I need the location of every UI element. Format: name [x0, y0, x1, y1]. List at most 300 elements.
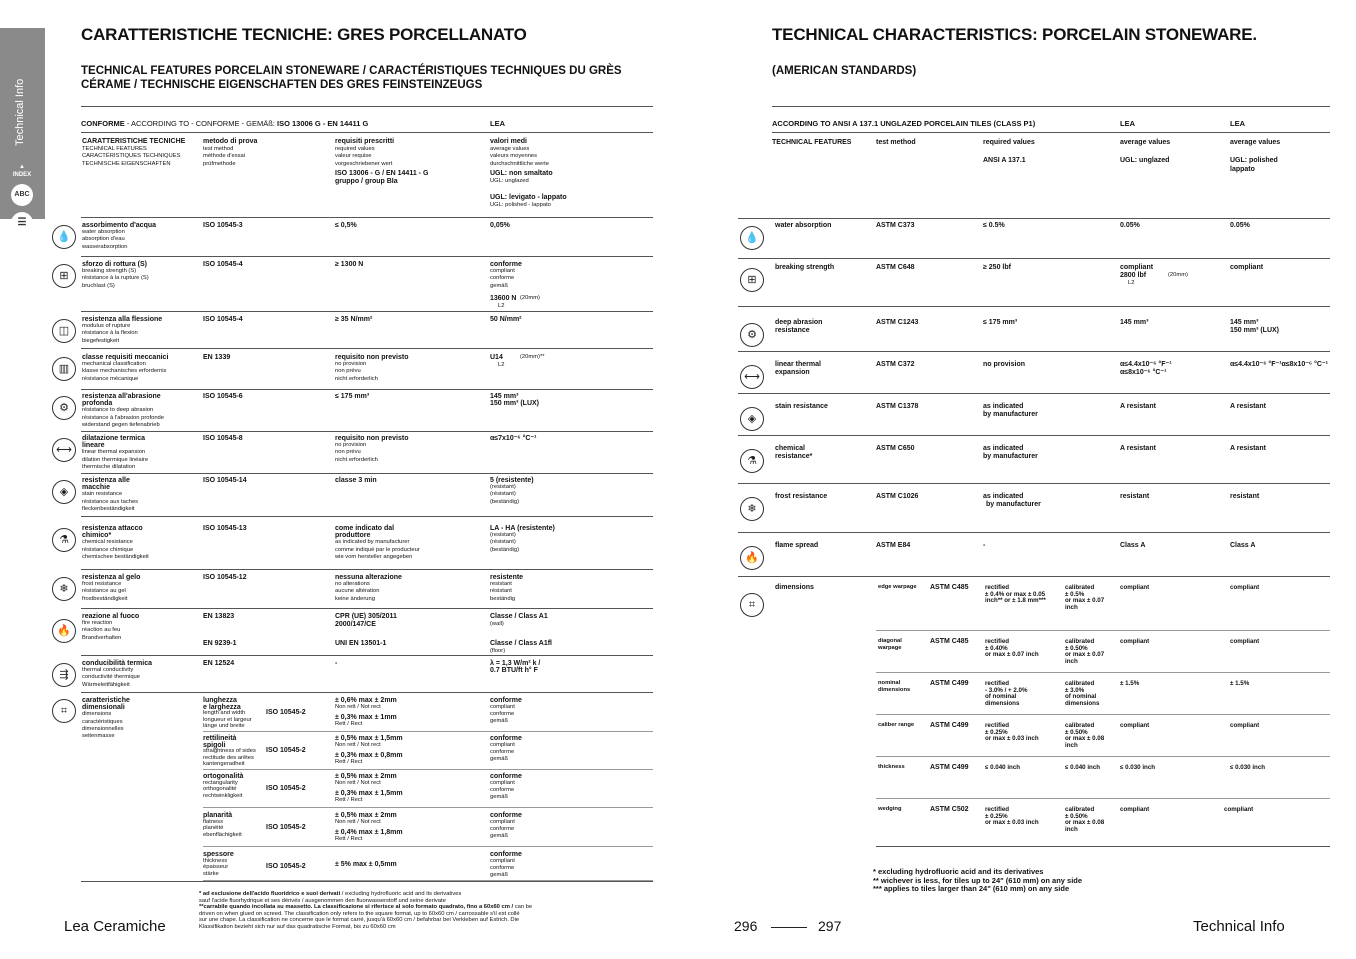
table-cell: UGL: non smaltato [490, 170, 553, 177]
row-divider [738, 532, 1330, 533]
table-cell: compliant [1230, 638, 1260, 645]
row-divider [81, 569, 653, 570]
table-cell: by manufacturer [986, 501, 1041, 508]
table-cell: come indicato dal [335, 525, 395, 532]
table-cell: chemical [775, 445, 805, 452]
table-cell: Classe / Class A1 [490, 613, 548, 620]
table-cell: linear thermal expansion [82, 449, 146, 456]
row-divider [81, 389, 653, 390]
table-cell: macchie [82, 484, 111, 492]
table-cell: non prévu [335, 449, 361, 456]
table-cell: compliant [490, 704, 515, 710]
table-cell: ± 1.5% [1230, 680, 1250, 687]
index-link[interactable]: ▲ INDEX [12, 164, 32, 178]
table-cell: (beständig) [490, 498, 520, 505]
table-cell: stain resistance [775, 403, 828, 410]
table-cell: chemischee beständigkeit [82, 553, 149, 560]
table-cell: dimensionali [82, 704, 125, 712]
table-cell: chemical resistance [82, 539, 133, 546]
table-cell: ASTM C499 [930, 722, 969, 729]
table-cell: chimico* [82, 532, 112, 540]
table-cell: ASTM C499 [930, 680, 969, 687]
table-cell: compliant [1230, 722, 1260, 729]
table-cell: UGL: unglazed [1120, 157, 1170, 164]
table-cell: frost resistance [775, 493, 828, 500]
row-divider [738, 576, 1330, 577]
table-cell: inch** or ± 1.8 mm*** [985, 597, 1046, 605]
table-cell: ± 0,3% max ± 0,8mm [335, 752, 403, 759]
footnote: sur une chape. La classification ne concerne que le format carré, jusqu'à 60x60 cm / befahrbar bei Verkleben auf Estrich. Die [199, 917, 520, 923]
table-cell: EN 9239-1 [203, 640, 237, 647]
table-cell: as indicated [983, 403, 1024, 410]
table-cell: wie vom hersteller angegeben [335, 553, 413, 560]
table-cell: Wärmeleitfähigkeit [82, 681, 130, 688]
table-cell: ± 0.40% [985, 644, 1008, 652]
table-cell: valori medi [490, 138, 527, 145]
table-cell: classe requisiti meccanici [82, 354, 169, 361]
footnote: driven on when glued on screed. The classification only refers to the square format, up to 60x60 cm / carrossable s'il est collé [199, 910, 520, 917]
table-cell: ≥ 1300 N [335, 261, 364, 268]
table-cell: metodo di prova [203, 138, 258, 145]
dimensions-icon: ⌗ [52, 699, 76, 723]
table-cell: (20mm) [520, 295, 540, 301]
table-cell: straightness of sides [203, 748, 256, 754]
table-cell: flatness [203, 818, 223, 825]
table-cell: calibrated [1065, 680, 1095, 687]
table-cell: 150 mm³ (LUX) [1230, 327, 1280, 334]
table-cell: vorgeschriebener wert [335, 161, 393, 168]
table-cell: ASTM C485 [930, 638, 969, 645]
row-divider [203, 846, 653, 847]
divider [772, 106, 1330, 107]
table-cell: L2 [498, 362, 505, 368]
table-cell: résistance à l'abrasion profonde [82, 414, 164, 421]
row-divider [876, 846, 1330, 847]
table-cell: ASTM C1378 [876, 403, 919, 410]
table-cell: gemäß [490, 282, 509, 289]
table-cell: ≤ 175 mm³ [983, 319, 1018, 326]
table-cell: resistance* [775, 453, 813, 460]
table-cell: no provision [983, 361, 1025, 368]
table-cell: dimensions [82, 711, 112, 718]
row-divider [81, 608, 653, 609]
table-cell: L2 [498, 303, 505, 309]
table-cell: ASTM C502 [930, 806, 969, 813]
table-cell: nicht erforderlich [335, 456, 378, 463]
lea-header: LEA [1230, 119, 1245, 128]
table-cell: TECHNISCHE EIGENSCHAFTEN [82, 161, 171, 168]
table-cell: calibrated [1065, 806, 1095, 813]
table-cell: dimensions [1065, 699, 1100, 707]
abc-index-button[interactable]: ABC [11, 184, 33, 206]
table-cell: rettilineità [203, 735, 237, 742]
divider [772, 132, 1330, 133]
table-cell: ortogonalità [203, 773, 244, 780]
table-cell: spigoli [203, 741, 226, 749]
table-cell: keine änderung [335, 595, 375, 602]
row-divider [81, 431, 653, 432]
row-divider [738, 218, 1330, 219]
table-cell: fleckenbeständigkeit [82, 505, 135, 512]
table-cell: ± 0.25% [985, 812, 1008, 820]
table-cell: fire reaction [82, 620, 113, 627]
table-cell: wasserabsorption [82, 243, 128, 250]
table-cell: resistenza al gelo [82, 574, 141, 581]
table-cell: profonda [82, 400, 113, 408]
table-cell: LA - HA (resistente) [490, 525, 555, 532]
table-cell: ASTM C485 [930, 584, 969, 591]
table-cell: dilatazione termica [82, 435, 146, 442]
table-cell: conforme [490, 812, 522, 819]
table-cell: EN 1339 [203, 354, 231, 361]
thermal-expansion-icon: ⟷ [740, 365, 764, 389]
table-cell: (résistant) [490, 539, 516, 546]
table-cell: (20mm)** [520, 354, 545, 360]
water-drop-icon: 💧 [740, 226, 764, 250]
row-divider [203, 731, 653, 732]
table-cell: - [335, 660, 338, 667]
table-cell: resistant [490, 581, 512, 588]
abrasion-icon: ⚙ [52, 396, 76, 420]
table-cell: résistant [490, 588, 512, 595]
table-cell: ASTM C372 [876, 361, 915, 368]
table-cell: ISO 10545-3 [203, 222, 243, 229]
table-cell: ASTM C648 [876, 264, 915, 271]
table-cell: no provision [335, 442, 367, 449]
table-cell: 0.05% [1230, 222, 1250, 229]
table-cell: conductivité thermique [82, 674, 141, 681]
chemical-icon: ⚗ [52, 528, 76, 552]
table-cell: breaking strength (S) [82, 268, 137, 275]
table-cell: rectitude des arêtes [203, 754, 254, 761]
table-cell: (wall) [490, 621, 504, 627]
abrasion-icon: ⚙ [740, 323, 764, 347]
table-cell: inch [1065, 657, 1078, 665]
table-cell: ISO 10545-13 [203, 525, 247, 532]
table-cell: A resistant [1120, 445, 1156, 452]
table-cell: α≤7x10⁻⁶ °C⁻¹ [490, 435, 537, 442]
table-cell: Non rett / Not rect [335, 704, 381, 710]
table-cell: compliant [1230, 584, 1260, 591]
row-divider [81, 655, 653, 656]
table-cell: 13600 N [490, 295, 517, 302]
table-cell: compliant [490, 858, 515, 864]
table-cell: compliant [1120, 264, 1154, 271]
table-cell: prüfmethode [203, 161, 236, 168]
table-cell: Class A [1230, 542, 1256, 549]
table-cell: Rett / Rect [335, 797, 363, 803]
table-cell: Rett / Rect [335, 836, 363, 842]
table-cell: 2800 lbf [1120, 272, 1147, 279]
table-cell: ≥ 35 N/mm² [335, 316, 373, 323]
table-cell: non prévu [335, 368, 361, 375]
table-cell: résistance à la flexion [82, 330, 138, 337]
table-cell: ± 0,3% max ± 1,5mm [335, 790, 403, 797]
water-drop-icon: 💧 [52, 225, 76, 249]
table-cell: ± 0,6% max ± 2mm [335, 697, 397, 704]
weight-icon: ⊞ [740, 268, 764, 292]
table-cell: α≤4.4x10⁻⁶ °F⁻¹α≤8x10⁻⁶ °C⁻¹ [1230, 361, 1328, 368]
table-cell: aucune altération [335, 588, 380, 595]
table-cell: (résistant) [490, 491, 516, 498]
table-cell: kantengeradheit [203, 761, 245, 767]
divider [81, 106, 653, 107]
table-cell: résistance chimique [82, 546, 134, 553]
table-cell: calibrated [1065, 722, 1095, 729]
table-cell: - [983, 542, 986, 549]
table-cell: reazione al fuoco [82, 613, 140, 620]
table-cell: rechtwinkligkeit [203, 792, 243, 799]
brand-footer: Lea Ceramiche [64, 918, 166, 935]
table-cell: requisito non previsto [335, 435, 409, 442]
table-cell: ASTM C373 [876, 222, 915, 229]
table-cell: A resistant [1230, 403, 1266, 410]
table-cell: conforme [490, 749, 515, 755]
table-cell: ≤ 0,5% [335, 222, 357, 229]
table-cell: resistenza alle [82, 477, 130, 484]
table-cell: ± 0.50% [1065, 644, 1088, 652]
table-cell: 0,05% [490, 222, 510, 229]
table-cell: resistenza attacco [82, 525, 143, 532]
table-cell: widerstand gegen tiefenabrieb [82, 421, 160, 428]
table-cell: valeurs moyennes [490, 153, 538, 160]
table-cell: résistance à la rupture (S) [82, 275, 149, 282]
table-cell: conforme [490, 773, 522, 780]
table-cell: ISO 10545-2 [266, 747, 306, 754]
table-cell: ASTM C650 [876, 445, 915, 452]
table-cell: résistance aux taches [82, 498, 139, 505]
table-cell: conforme [490, 697, 522, 704]
table-cell: spessore [203, 851, 234, 858]
table-cell: lunghezza [203, 697, 237, 704]
table-cell: valeur requise [335, 153, 372, 160]
right-subtitle: (AMERICAN STANDARDS) [772, 65, 917, 77]
row-divider [876, 798, 1330, 799]
table-cell: or max ± 0.07 [1065, 597, 1105, 605]
table-cell: beständig [490, 595, 516, 602]
table-cell: gemäß [490, 872, 509, 878]
table-cell: ISO 10545-12 [203, 574, 247, 581]
table-cell: TECHNICAL FEATURES [82, 145, 147, 152]
table-cell: water absorption [82, 229, 125, 236]
table-cell: resistente [490, 574, 524, 581]
table-cell: caractéristiques [82, 718, 123, 725]
table-cell: ± 0.4% or max ± 0.05 [985, 590, 1046, 598]
table-cell: länge und breite [203, 723, 245, 729]
table-cell: required values [335, 145, 375, 152]
table-cell: compliant [490, 780, 515, 786]
table-cell: conforme [490, 865, 515, 871]
table-cell: ≥ 250 lbf [983, 264, 1011, 271]
lea-header: LEA [490, 119, 505, 128]
table-cell: or max ± 0.03 inch [985, 819, 1039, 827]
row-divider [81, 256, 653, 257]
dimensions-icon: ⌗ [740, 593, 764, 617]
table-cell: (20mm) [1168, 272, 1188, 278]
table-cell: compliant [490, 819, 515, 825]
table-cell: resistant [1230, 493, 1260, 500]
table-cell: no alterations [335, 581, 370, 588]
table-cell: ± 0,5% max ± 2mm [335, 773, 397, 780]
table-cell: 145 mm³ [1120, 319, 1149, 326]
table-cell: ± 1.5% [1120, 680, 1140, 687]
left-subtitle-2: CÉRAME / TECHNISCHE EIGENSCHAFTEN DES GRES FEINSTEINZEUGS [81, 79, 483, 91]
table-cell: lineare [82, 442, 105, 450]
row-divider [738, 258, 1330, 259]
table-cell: compliant [1120, 806, 1150, 813]
table-cell: ISO 10545-2 [266, 863, 306, 870]
table-cell: (beständig) [490, 546, 520, 553]
table-cell: longueur et largeur [203, 716, 252, 723]
table-cell: frostbeständigkeit [82, 595, 128, 602]
weight-icon: ⊞ [52, 264, 76, 288]
table-cell: requisito non previsto [335, 354, 409, 361]
table-cell: α≤8x10⁻⁶ °C⁻¹ [1120, 369, 1167, 376]
table-cell: ± 3.0% [1065, 686, 1085, 694]
table-cell: modulus of rupture [82, 323, 131, 330]
table-cell: ± 0.50% [1065, 728, 1088, 736]
row-divider [738, 351, 1330, 352]
table-cell: resistenza alla flessione [82, 316, 163, 323]
table-cell: planarità [203, 812, 233, 819]
table-cell: sforzo di rottura (S) [82, 261, 147, 268]
table-cell: Non rett / Not rect [335, 819, 381, 825]
table-cell: gemäß [490, 756, 509, 762]
table-cell: A resistant [1120, 403, 1156, 410]
table-cell: ± 0.5% [1065, 590, 1085, 598]
table-cell: ISO 10545-8 [203, 435, 243, 442]
table-cell: planéité [203, 825, 224, 831]
table-cell: 145 mm³ [1230, 319, 1259, 326]
table-cell: compliant [1120, 584, 1150, 591]
table-cell: dimensions [775, 584, 814, 591]
table-cell: rectangularity [203, 779, 238, 786]
table-cell: comme indiqué par le producteur [335, 546, 420, 553]
table-cell: rectified [985, 584, 1010, 591]
lea-header: LEA [1120, 119, 1135, 128]
table-cell: breaking strength [775, 264, 835, 271]
conformity-line: CONFORME - ACCORDING TO - CONFORME - GEMÄß: ISO 13006 G - EN 14411 G [81, 119, 369, 128]
table-cell: ISO 10545-2 [266, 709, 306, 716]
table-cell: ≤ 175 mm³ [335, 393, 370, 400]
table-cell: thickness [878, 764, 905, 770]
table-cell: produttore [335, 532, 371, 540]
table-cell: épaisseur [203, 864, 229, 870]
table-cell: ≤ 0.040 inch [1065, 764, 1101, 771]
table-cell: frost resistance [82, 581, 122, 588]
table-cell: length and width [203, 710, 246, 716]
row-divider [876, 714, 1330, 715]
sidebar-label: Technical Info [14, 78, 26, 146]
table-cell: stain resistance [82, 491, 123, 498]
row-divider [738, 483, 1330, 484]
table-cell: gemäß [490, 833, 509, 839]
table-cell: gruppo / group BIa [335, 178, 398, 185]
table-cell: of nominal [1065, 693, 1097, 701]
table-cell: nicht erforderlich [335, 375, 378, 382]
table-cell: or max ± 0.08 [1065, 819, 1105, 827]
table-cell: of nominal [985, 693, 1017, 701]
chemical-icon: ⚗ [740, 449, 764, 473]
table-cell: compliant [1120, 638, 1150, 645]
table-cell: biegefestigkeit [82, 337, 120, 344]
table-cell: resistant [1120, 493, 1150, 500]
table-cell: seitenmasse [82, 733, 115, 739]
table-cell: 145 mm³ [490, 393, 519, 400]
table-cell: as indicated [983, 493, 1024, 500]
row-divider [876, 672, 1330, 673]
table-cell: CPR (UE) 305/2011 [335, 613, 397, 620]
table-cell: gemäß [490, 718, 509, 724]
table-cell: ± 0,5% max ± 2mm [335, 812, 397, 819]
table-cell: nominal [878, 680, 901, 686]
table-cell: bruchlast (S) [82, 282, 115, 289]
sidebar-tab [0, 28, 45, 228]
table-cell: average values [1230, 139, 1281, 146]
row-divider [876, 756, 1330, 757]
flexion-icon: ◫ [52, 319, 76, 343]
table-cell: dimensions [985, 699, 1020, 707]
table-cell: wedging [878, 806, 902, 812]
table-cell: conforme [490, 826, 515, 832]
table-cell: conforme [490, 787, 515, 793]
table-cell: Classe / Class A1fl [490, 640, 552, 647]
frost-icon: ❄ [740, 497, 764, 521]
table-cell: or max ± 0.07 [1065, 651, 1105, 659]
table-cell: (resistant) [490, 484, 516, 491]
table-cell: EN 12524 [203, 660, 235, 667]
list-icon[interactable]: ☰ [11, 212, 33, 234]
table-cell: rectified [985, 638, 1010, 645]
footnote: * ad esclusione dell'acido fluoridrico e suoi derivati / excluding hydrofluoric acid and its derivatives [199, 891, 462, 897]
table-cell: klasse mechanisches erfordernis [82, 368, 167, 375]
table-cell: inch [1065, 603, 1078, 611]
table-cell: - 3.0% / + 2.0% [985, 686, 1028, 694]
table-cell: by manufacturer [983, 411, 1038, 418]
table-cell: U14 [490, 354, 503, 361]
table-cell: absorption d'eau [82, 236, 125, 243]
table-cell: resistenza all'abrasione [82, 393, 161, 400]
table-cell: average values [490, 145, 530, 152]
table-cell: inch [1065, 741, 1078, 749]
table-cell: ASTM C1026 [876, 493, 919, 500]
table-cell: ≤ 0.040 inch [985, 764, 1021, 771]
table-cell: UGL: polished [1230, 157, 1278, 164]
left-title: CARATTERISTICHE TECNICHE: GRES PORCELLANATO [81, 25, 527, 44]
table-cell: no provision [335, 361, 367, 368]
table-cell: (resistant) [490, 532, 516, 539]
footnote: **carrabile quando incollata su massetto. La classificazione si riferisce al solo formato quadrato, fino a 60x60 cm / can be [199, 904, 533, 910]
right-title: TECHNICAL CHARACTERISTICS: PORCELAIN STONEWARE. [772, 25, 1257, 44]
page-number-left: 296 [734, 918, 758, 934]
row-divider [738, 435, 1330, 436]
table-cell: conforme [490, 735, 522, 742]
table-cell: UGL: unglazed [490, 178, 529, 184]
table-cell: ≤ 0.030 inch [1120, 764, 1156, 771]
footnote: ** wichever is less, for tiles up to 24" (610 mm) on any side [873, 875, 1083, 885]
table-cell: TECHNICAL FEATURES [772, 139, 852, 146]
row-divider [203, 769, 653, 770]
table-cell: ± 0.25% [985, 728, 1008, 736]
table-cell: résistance mécanique [82, 375, 139, 382]
table-cell: required values [983, 139, 1035, 146]
stain-icon: ◈ [740, 407, 764, 431]
table-cell: assorbimento d'acqua [82, 222, 157, 229]
table-cell: calibrated [1065, 584, 1095, 591]
table-cell: compliant [1230, 264, 1264, 271]
table-cell: deep abrasion [775, 319, 823, 326]
table-cell: conducibilità termica [82, 660, 153, 667]
